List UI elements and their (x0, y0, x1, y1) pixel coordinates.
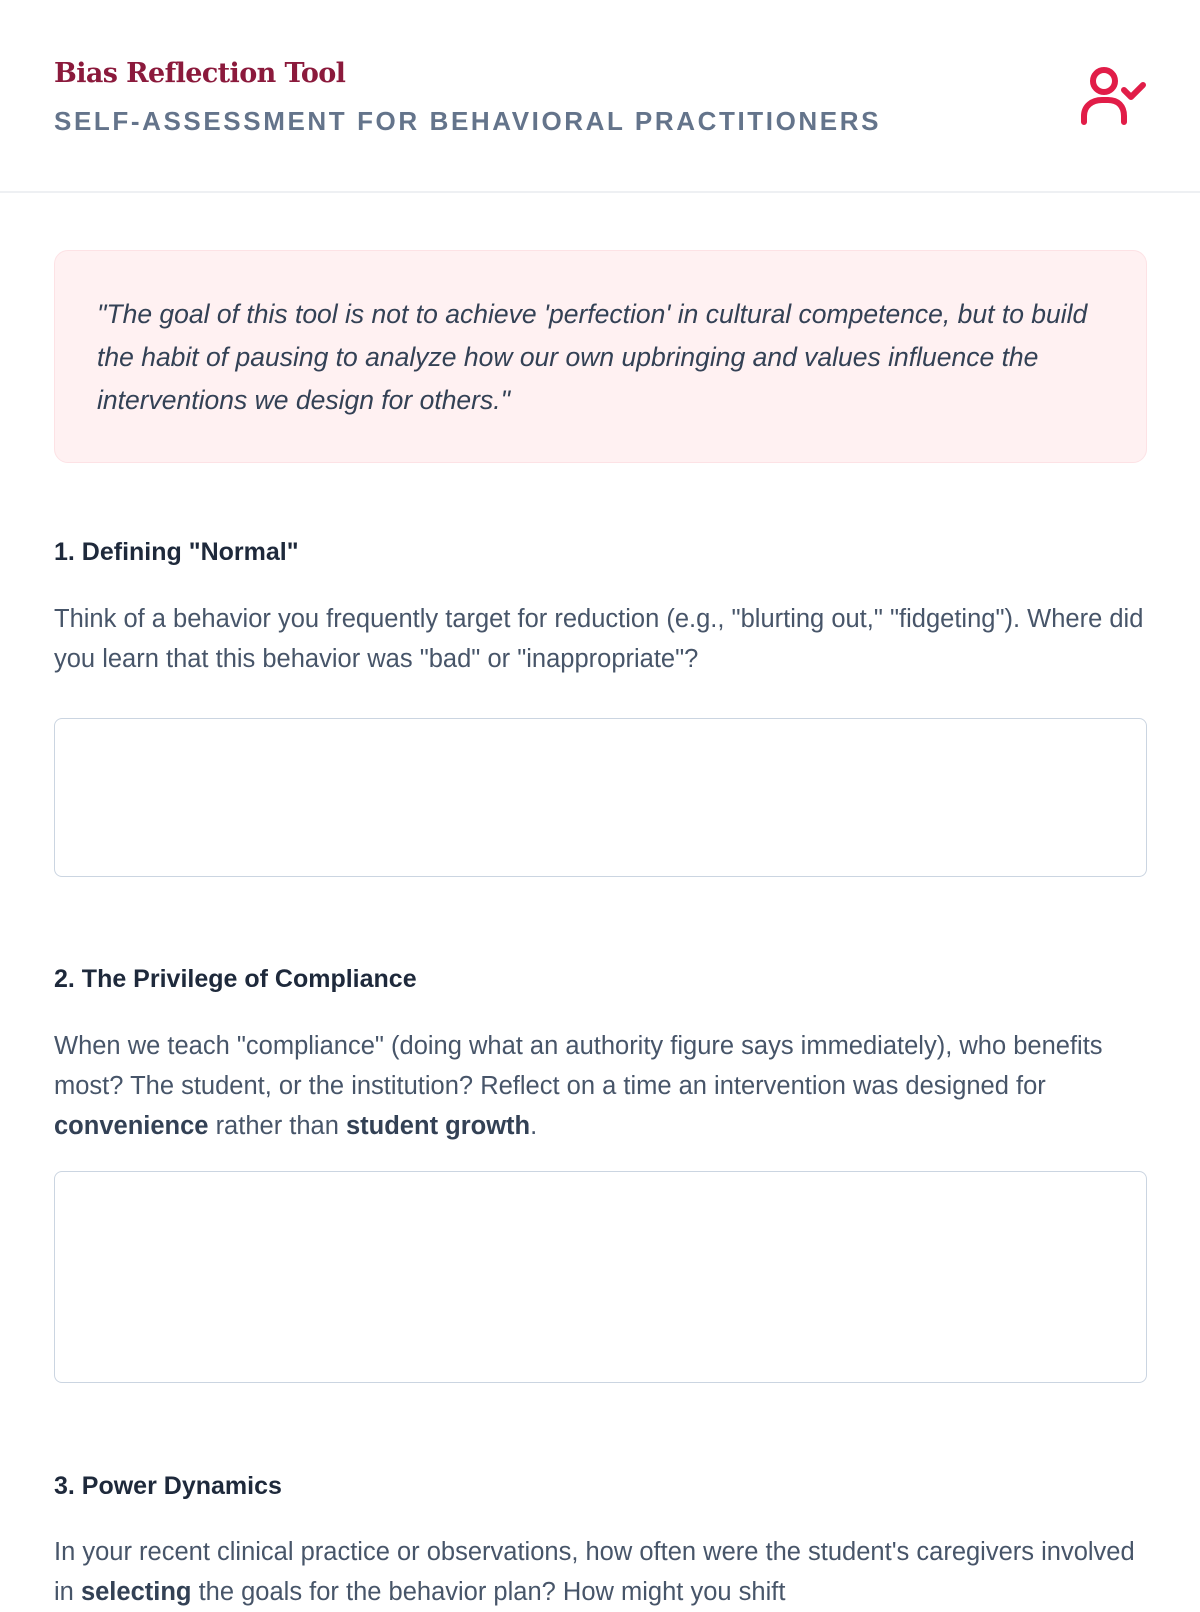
section-title-defining-normal: 1. Defining "Normal" (54, 538, 299, 566)
prompt-text: rather than (208, 1112, 346, 1140)
answer-field-defining-normal[interactable] (54, 718, 1147, 877)
prompt-emphasis-selecting: selecting (80, 1578, 192, 1606)
prompt-text: . (530, 1112, 538, 1140)
prompt-text: the goals for the behavior plan? How might you shift (191, 1578, 786, 1606)
prompt-text: When we teach "compliance" (doing what an authority figure says immediately), who benefits most? The student, or the institution? Reflect on a time an intervention was designed for (54, 1032, 1103, 1100)
app-subtitle: SELF-ASSESSMENT FOR BEHAVIORAL PRACTITIONERS (54, 106, 882, 136)
prompt-text: In your recent clinical practice or observations, how often were the student's caregivers involved in (54, 1538, 1135, 1606)
quote-text: "The goal of this tool is not to achieve 'perfection' in cultural competence, but to build the habit of pausing to analyze how our own upbringing and values influence the interventions we design for others." (97, 299, 1088, 415)
section-prompt-defining-normal: Think of a behavior you frequently target for reduction (e.g., "blurting out," "fidgeting"). Where did you learn that this behavior was "bad" or "inappropriate"? (54, 605, 1144, 673)
section-title-privilege-of-compliance: 2. The Privilege of Compliance (54, 965, 417, 993)
prompt-emphasis-student-growth: student growth (345, 1112, 531, 1140)
section-prompt-power-dynamics (54, 1532, 1149, 1612)
section-prompt-privilege-of-compliance (54, 1026, 1149, 1146)
user-check-icon[interactable] (1080, 66, 1146, 128)
answer-field-privilege-of-compliance[interactable] (54, 1171, 1147, 1383)
section-title-power-dynamics: 3. Power Dynamics (54, 1472, 282, 1500)
app-title: Bias Reflection Tool (54, 58, 346, 89)
prompt-emphasis-convenience: convenience (54, 1112, 209, 1140)
quote-callout (54, 250, 1147, 463)
app-header (0, 0, 1200, 193)
